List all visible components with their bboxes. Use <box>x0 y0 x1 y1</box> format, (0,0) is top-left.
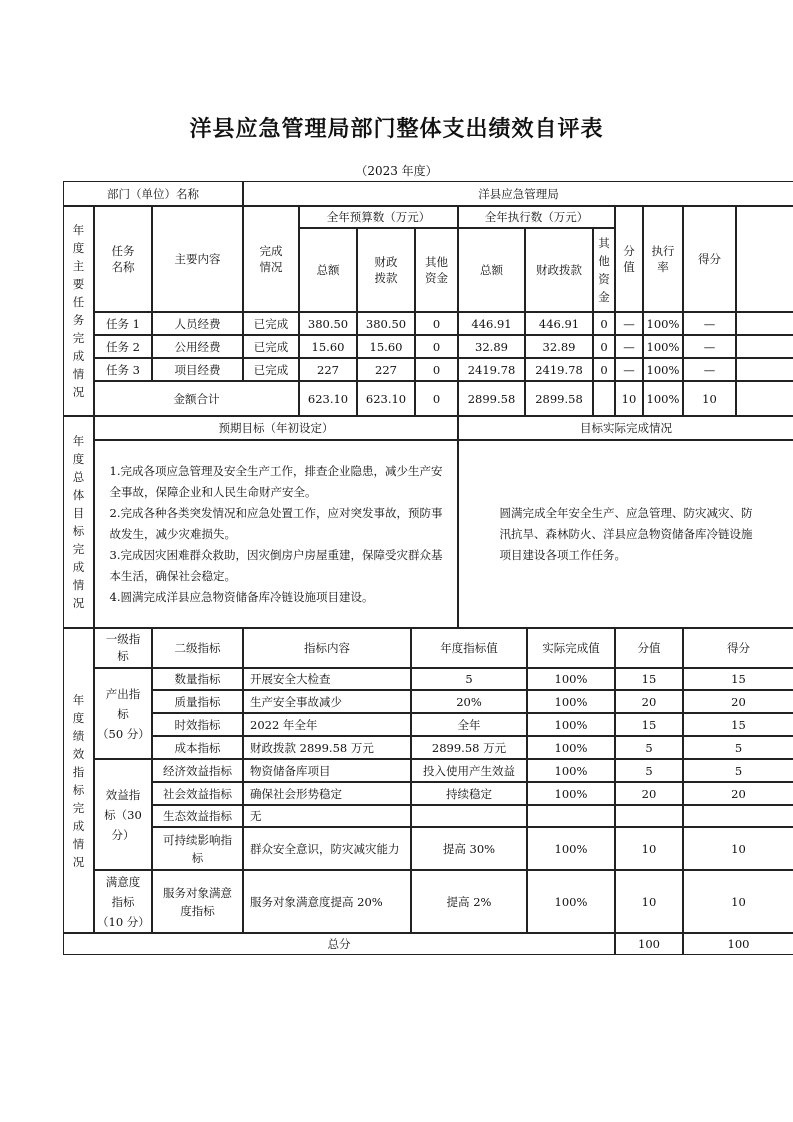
header-status: 完成情况 <box>243 206 299 312</box>
task-value: — <box>615 312 643 335</box>
dept-value: 洋县应急管理局 <box>243 181 793 206</box>
header-exec-rate: 执行率 <box>643 206 683 312</box>
perf-level2: 质量指标 <box>152 690 243 713</box>
perf-side-label: 年 度 绩 效 指 标 完 成 情 况 <box>63 628 94 933</box>
header-budget: 全年预算数（万元） <box>299 206 458 228</box>
report-year: （2023 年度） <box>355 164 438 178</box>
header-actual-value: 实际完成值 <box>527 628 615 668</box>
task-rate: 100% <box>643 358 683 381</box>
sum-budget-other: 0 <box>415 381 458 416</box>
sum-label: 金额合计 <box>94 381 299 416</box>
header-indicator-content: 指标内容 <box>243 628 411 668</box>
perf-actual <box>527 805 615 827</box>
sum-budget-fiscal: 623.10 <box>357 381 415 416</box>
header-perf-value: 分值 <box>615 628 683 668</box>
header-score: 得分 <box>683 206 736 312</box>
perf-value: 20 <box>615 690 683 713</box>
perf-score: 10 <box>683 827 793 870</box>
task-score: — <box>683 335 736 358</box>
task-budget-total: 227 <box>299 358 357 381</box>
sum-exec-fiscal: 2899.58 <box>525 381 593 416</box>
task-exec-fiscal: 32.89 <box>525 335 593 358</box>
perf-content: 开展安全大检查 <box>243 668 411 690</box>
perf-score: 15 <box>683 668 793 690</box>
task-exec-fiscal: 446.91 <box>525 312 593 335</box>
task-content: 公用经费 <box>152 335 243 358</box>
task-status: 已完成 <box>243 312 299 335</box>
perf-content: 确保社会形势稳定 <box>243 782 411 805</box>
perf-score: 15 <box>683 713 793 736</box>
task-exec-total: 446.91 <box>458 312 525 335</box>
task-content: 人员经费 <box>152 312 243 335</box>
perf-content: 2022 年全年 <box>243 713 411 736</box>
total-value: 100 <box>615 933 683 955</box>
header-budget-fiscal: 财政拨款 <box>357 228 415 312</box>
header-perf-score: 得分 <box>683 628 793 668</box>
perf-level2: 经济效益指标 <box>152 759 243 782</box>
perf-actual: 100% <box>527 827 615 870</box>
perf-level2: 数量指标 <box>152 668 243 690</box>
task-budget-fiscal: 15.60 <box>357 335 415 358</box>
perf-value: 10 <box>615 870 683 933</box>
perf-actual: 100% <box>527 690 615 713</box>
header-level1: 一级指 标 <box>94 628 152 668</box>
sum-value: 10 <box>615 381 643 416</box>
perf-level2: 时效指标 <box>152 713 243 736</box>
perf-actual: 100% <box>527 870 615 933</box>
group-benefit: 效益指 标（30 分） <box>94 759 152 870</box>
goals-side-label: 年 度 总 体 目 标 完 成 情 况 <box>63 416 94 628</box>
actual-goal-header: 目标实际完成情况 <box>458 416 793 440</box>
task-score: — <box>683 312 736 335</box>
perf-level2: 成本指标 <box>152 736 243 759</box>
perf-value: 10 <box>615 827 683 870</box>
perf-content: 物资储备库项目 <box>243 759 411 782</box>
perf-annual: 全年 <box>411 713 527 736</box>
header-level2: 二级指标 <box>152 628 243 668</box>
sum-exec-other <box>593 381 615 416</box>
perf-annual: 提高 30% <box>411 827 527 870</box>
expected-goal-header: 预期目标（年初设定） <box>94 416 458 440</box>
task-name: 任务 1 <box>94 312 152 335</box>
task-score: — <box>683 358 736 381</box>
group-satisfaction: 满意度 指标 （10 分） <box>94 870 152 933</box>
perf-content: 群众安全意识，防灾减灾能力 <box>243 827 411 870</box>
sum-rate: 100% <box>643 381 683 416</box>
dept-label: 部门（单位）名称 <box>63 181 243 206</box>
perf-value: 20 <box>615 782 683 805</box>
header-annual-value: 年度指标值 <box>411 628 527 668</box>
total-label: 总分 <box>63 933 615 955</box>
task-exec-fiscal: 2419.78 <box>525 358 593 381</box>
perf-actual: 100% <box>527 713 615 736</box>
task-value: — <box>615 335 643 358</box>
perf-score <box>683 805 793 827</box>
header-exec-fiscal: 财政拨款 <box>525 228 593 312</box>
task-budget-fiscal: 380.50 <box>357 312 415 335</box>
task-status: 已完成 <box>243 335 299 358</box>
perf-annual <box>411 805 527 827</box>
task-budget-total: 380.50 <box>299 312 357 335</box>
perf-content: 无 <box>243 805 411 827</box>
task-rate: 100% <box>643 335 683 358</box>
header-exec-other: 其 他 资 金 <box>593 228 615 312</box>
perf-annual: 2899.58 万元 <box>411 736 527 759</box>
task-exec-other: 0 <box>593 358 615 381</box>
sum-score-extra <box>736 381 793 416</box>
header-task-name: 任务名称 <box>94 206 152 312</box>
task-exec-other: 0 <box>593 335 615 358</box>
header-executed: 全年执行数（万元） <box>458 206 615 228</box>
total-score: 100 <box>683 933 793 955</box>
task-budget-fiscal: 227 <box>357 358 415 381</box>
perf-value <box>615 805 683 827</box>
perf-actual: 100% <box>527 759 615 782</box>
perf-score: 20 <box>683 782 793 805</box>
perf-actual: 100% <box>527 736 615 759</box>
task-exec-other: 0 <box>593 312 615 335</box>
perf-level2: 社会效益指标 <box>152 782 243 805</box>
perf-value: 15 <box>615 668 683 690</box>
perf-level2: 服务对象满意 度指标 <box>152 870 243 933</box>
perf-score: 20 <box>683 690 793 713</box>
perf-annual: 持续稳定 <box>411 782 527 805</box>
page-title: 洋县应急管理局部门整体支出绩效自评表 <box>189 117 604 142</box>
task-exec-total: 32.89 <box>458 335 525 358</box>
perf-actual: 100% <box>527 668 615 690</box>
task-score-extra <box>736 358 793 381</box>
task-budget-total: 15.60 <box>299 335 357 358</box>
group-output: 产出指 标 （50 分） <box>94 668 152 759</box>
task-budget-other: 0 <box>415 358 458 381</box>
actual-goal-text: 圆满完成全年安全生产、应急管理、防灾减灾、防 汛抗旱、森林防火、洋县应急物资储备库冷链设施 项目建设各项工作任务。 <box>458 440 793 628</box>
perf-score: 5 <box>683 759 793 782</box>
expected-goal-text: 1.完成各项应急管理及安全生产工作，排查企业隐患，减少生产安 全事故，保障企业和人民生命财产安全。 2.完成各种各类突发情况和应急处置工作，应对突发事故，预防事 故发生，减少灾难损失。 3.完成因灾困难群众救助，因灾倒房户房屋重建，保障受灾群众基 本生活，确保社会稳定。 4.圆满完成洋县应急物资储备库冷链设施项目建设。 <box>94 440 458 628</box>
task-value: — <box>615 358 643 381</box>
perf-score: 5 <box>683 736 793 759</box>
sum-exec-total: 2899.58 <box>458 381 525 416</box>
perf-annual: 提高 2% <box>411 870 527 933</box>
header-budget-other: 其他资金 <box>415 228 458 312</box>
task-exec-total: 2419.78 <box>458 358 525 381</box>
perf-level2: 生态效益指标 <box>152 805 243 827</box>
sum-budget-total: 623.10 <box>299 381 357 416</box>
header-exec-total: 总额 <box>458 228 525 312</box>
sum-score: 10 <box>683 381 736 416</box>
perf-annual: 20% <box>411 690 527 713</box>
task-budget-other: 0 <box>415 312 458 335</box>
perf-value: 5 <box>615 736 683 759</box>
perf-value: 5 <box>615 759 683 782</box>
perf-actual: 100% <box>527 782 615 805</box>
perf-annual: 5 <box>411 668 527 690</box>
tasks-side-label: 年 度 主 要 任 务 完 成 情 况 <box>63 206 94 416</box>
perf-value: 15 <box>615 713 683 736</box>
perf-content: 财政拨款 2899.58 万元 <box>243 736 411 759</box>
task-content: 项目经费 <box>152 358 243 381</box>
perf-annual: 投入使用产生效益 <box>411 759 527 782</box>
task-rate: 100% <box>643 312 683 335</box>
perf-score: 10 <box>683 870 793 933</box>
perf-content: 生产安全事故减少 <box>243 690 411 713</box>
task-name: 任务 2 <box>94 335 152 358</box>
perf-level2: 可持续影响指 标 <box>152 827 243 870</box>
task-name: 任务 3 <box>94 358 152 381</box>
perf-content: 服务对象满意度提高 20% <box>243 870 411 933</box>
header-score-value: 分值 <box>615 206 643 312</box>
header-content: 主要内容 <box>152 206 243 312</box>
header-score-extra <box>736 206 793 312</box>
task-score-extra <box>736 312 793 335</box>
header-budget-total: 总额 <box>299 228 357 312</box>
task-budget-other: 0 <box>415 335 458 358</box>
task-score-extra <box>736 335 793 358</box>
task-status: 已完成 <box>243 358 299 381</box>
